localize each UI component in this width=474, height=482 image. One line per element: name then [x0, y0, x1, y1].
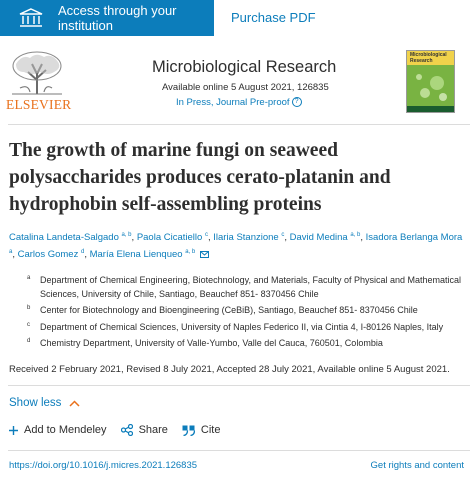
cite-label: Cite [200, 424, 221, 436]
article-actions [9, 424, 234, 436]
cite-button[interactable] [182, 424, 221, 436]
affiliation-item: d Chemistry Department, University of Valle-Yumbo, Valle del Cauca, 760501, Colombia [27, 338, 383, 348]
chevron-up-icon [69, 400, 80, 407]
show-less-label: Show less [9, 397, 62, 409]
journal-title-link[interactable]: Microbiological Research [152, 58, 337, 76]
access-through-institution-button[interactable] [0, 0, 214, 36]
journal-cover-image[interactable] [406, 50, 455, 113]
footer-divider [8, 450, 470, 451]
affiliation-item: a Department of Chemical Engineering, Biotechnology, and Materials, Faculty of Physical and Mathematical Sciences, University of Chile, Santiago, Beauchef 851- 8370456 Chile [27, 275, 462, 299]
purchase-pdf-link[interactable]: Purchase PDF [231, 10, 316, 25]
access-button-label: Access through your institution [58, 3, 177, 33]
author-link[interactable]: Catalina Landeta-Salgado $^{a, b}$ [9, 232, 132, 244]
article-history: Received 2 February 2021, Revised 8 July 2021, Accepted 28 July 2021, Available online 5 August 2021. [9, 364, 450, 375]
in-press-status-link[interactable] [176, 97, 302, 108]
share-icon [121, 424, 133, 436]
top-access-bar [0, 0, 474, 36]
share-button[interactable] [121, 424, 168, 436]
share-label: Share [138, 424, 168, 436]
in-press-status-label: In Press, Journal Pre-proof [176, 97, 290, 108]
article-title: The growth of marine fungi on seaweed polysaccharides produces cerato-platanin and hydrophobin self-assembling proteins [9, 140, 391, 215]
author-link[interactable]: Paola Cicatiello $^c$ [136, 232, 208, 244]
history-divider [8, 385, 470, 386]
cover-title-text: Microbiological Research [410, 52, 447, 64]
available-online-text: Available online 5 August 2021, 126835 [162, 82, 329, 93]
header-divider [8, 124, 470, 125]
quote-icon [182, 425, 195, 436]
author-link[interactable]: Ilaria Stanzione $^c$ [213, 232, 285, 244]
author-list: Catalina Landeta-Salgado $^{a, b}$, Paola Cicatiello $^c$, Ilaria Stanzione $^c$, David Medina $^{a, b}$, Isadora Berlanga Mora $^a$, Carlos Gomez $^d$, María Elena Lienqueo $^{a, b}$ [9, 232, 463, 261]
show-less-toggle[interactable] [9, 397, 80, 409]
author-link[interactable]: María Elena Lienqueo $^{a, b}$ [89, 249, 196, 261]
get-rights-link[interactable]: Get rights and content [370, 460, 464, 471]
author-link[interactable]: Isadora Berlanga Mora $^a$ [9, 232, 463, 256]
help-question-icon[interactable]: ? [292, 97, 302, 107]
institution-icon [19, 8, 43, 28]
cover-footer-band [407, 106, 454, 113]
affiliation-list [27, 274, 467, 354]
author-link[interactable]: David Medina $^{a, b}$ [289, 232, 361, 244]
email-icon[interactable] [200, 251, 209, 258]
affiliation-item: b Center for Biotechnology and Bioengineering (CeBiB), Santiago, Beauchef 851- 8370456 Chile [27, 305, 418, 315]
doi-link[interactable]: https://doi.org/10.1016/j.micres.2021.126835 [9, 460, 198, 471]
plus-icon [9, 426, 18, 435]
mendeley-label: Add to Mendeley [24, 424, 107, 436]
elsevier-wordmark: ELSEVIER [6, 97, 72, 112]
add-to-mendeley-button[interactable] [9, 424, 107, 436]
author-link[interactable]: Carlos Gomez $^d$ [17, 249, 85, 261]
affiliation-item: c Department of Chemical Sciences, University of Naples Federico II, via Cintia 4, I-80126 Naples, Italy [27, 321, 444, 332]
